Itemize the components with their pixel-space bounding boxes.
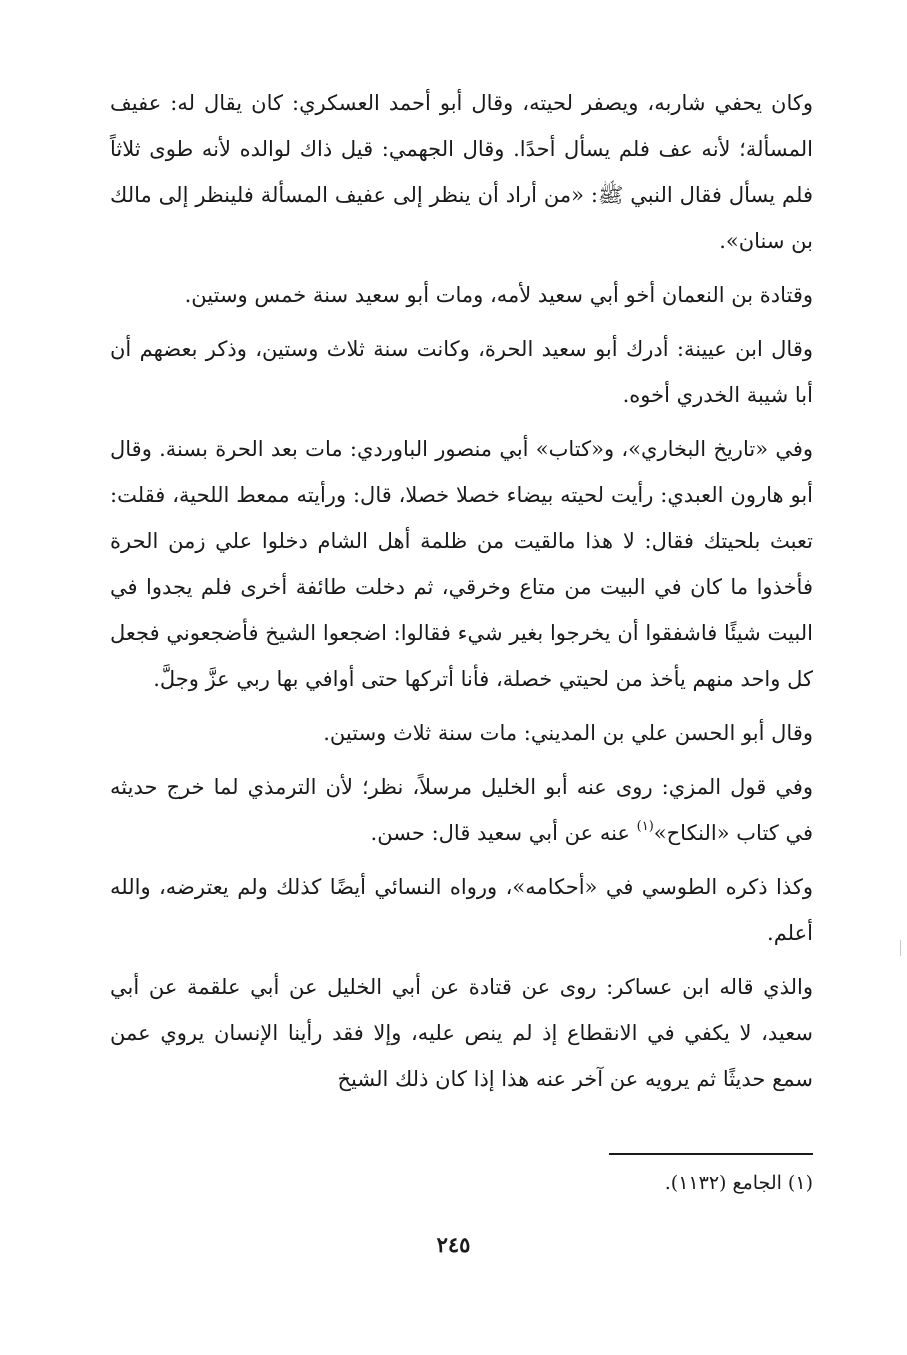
footnote: (١) الجامع (١١٣٢). bbox=[664, 1172, 813, 1194]
page-number: ٢٤٥ bbox=[436, 1232, 471, 1257]
paragraph-8: والذي قاله ابن عساكر: روى عن قتادة عن أبي الخليل عن أبي علقمة عن أبي سعيد، لا يكفي في الانقطاع إذ لم ينص عليه، وإلا فقد رأينا الإنسان يروي عمن سمع حديثًا ثم يرويه عن آخر عنه هذا إذا كان ذلك الشيخ bbox=[110, 975, 813, 1091]
paragraph-5: وقال أبو الحسن علي بن المديني: مات سنة ثلاث وستين. bbox=[323, 721, 813, 745]
footnote-reference[interactable]: (١) bbox=[636, 819, 654, 834]
paragraph-6 bbox=[110, 764, 813, 856]
margin-mark bbox=[900, 940, 901, 956]
paragraph-2: وقتادة بن النعمان أخو أبي سعيد لأمه، ومات أبو سعيد سنة خمس وستين. bbox=[184, 283, 813, 307]
paragraph-7: وكذا ذكره الطوسي في «أحكامه»، ورواه النسائي أيضًا كذلك ولم يعترضه، والله أعلم. bbox=[110, 875, 813, 945]
paragraph-4: وفي «تاريخ البخاري»، و«كتاب» أبي منصور الباوردي: مات بعد الحرة بسنة. وقال أبو هارون العبدي: رأيت لحيته بيضاء خصلا خصلا، قال: ورأيته ممعط اللحية، فقلت: تعبث بلحيتك فقال: لا هذا مالقيت من ظلمة أهل الشام دخلوا علي زمن الحرة فأخذوا ما كان في البيت من متاع وخرقي، ثم دخلت طائفة أخرى فلم يجدوا في البيت شيئًا فاشفقوا أن يخرجوا بغير شيء فقالوا: اضجعوا الشيخ فأضجعوني فجعل كل واحد منهم يأخذ من لحيتي خصلة، فأنا أتركها حتى أوافي بها ربي عزَّ وجلَّ. bbox=[110, 437, 813, 691]
paragraph-6-text: وفي قول المزي: روى عنه أبو الخليل مرسلاً، نظر؛ لأن الترمذي لما خرج حديثه في كتاب «النكاح» bbox=[110, 775, 813, 845]
main-text bbox=[110, 80, 813, 1102]
footnote-divider bbox=[609, 1153, 813, 1155]
paragraph-3: وقال ابن عيينة: أدرك أبو سعيد الحرة، وكانت سنة ثلاث وستين، وذكر بعضهم أن أبا شيبة الخدري أخوه. bbox=[110, 337, 813, 407]
paragraph-1: وكان يحفي شاربه، ويصفر لحيته، وقال أبو أحمد العسكري: كان يقال له: عفيف المسألة؛ لأنه عف فلم يسأل أحدًا. وقال الجهمي: قيل ذاك لوالده لأنه طوى ثلاثاً فلم يسأل فقال النبي ﷺ: «من أراد أن ينظر إلى عفيف المسألة فلينظر إلى مالك بن سنان». bbox=[110, 91, 813, 253]
paragraph-6-text-end: عنه عن أبي سعيد قال: حسن. bbox=[370, 821, 637, 845]
